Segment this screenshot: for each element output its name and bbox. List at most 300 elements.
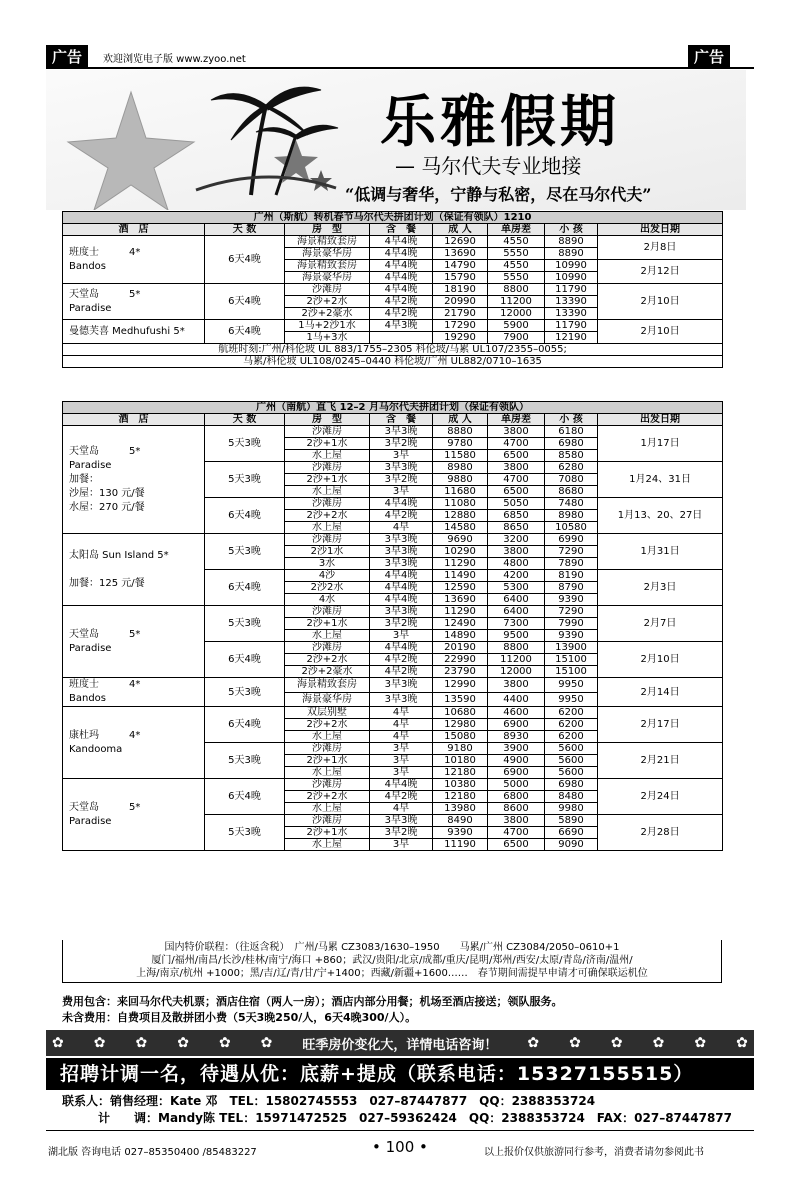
price-cell: 2沙2水 <box>285 582 370 594</box>
price-cell: 12490 <box>433 618 488 630</box>
price-cell: 8580 <box>545 450 598 462</box>
price-cell: 4早2晚 <box>370 654 433 666</box>
brand-subtitle: — 马尔代夫专业地接 <box>395 154 582 178</box>
price-cell: 4早4晚 <box>370 272 433 284</box>
price-cell: 沙滩房 <box>285 498 370 510</box>
price-cell: 6180 <box>545 426 598 438</box>
duration-cell: 6天4晚 <box>205 498 285 534</box>
price-cell: 2沙+2水 <box>285 719 370 731</box>
departure-date: 2月7日 <box>598 606 723 642</box>
price-cell: 6200 <box>545 707 598 719</box>
price-cell: 4早 <box>370 707 433 719</box>
duration-cell: 5天3晚 <box>205 426 285 462</box>
price-cell: 9390 <box>545 630 598 642</box>
price-cell: 4200 <box>488 570 545 582</box>
price-cell: 水上屋 <box>285 839 370 851</box>
price-cell: 4早2晚 <box>370 308 433 320</box>
price-cell: 3早 <box>370 743 433 755</box>
hotel-name: 太阳岛 Sun Island 5* 加餐：125 元/餐 <box>63 534 205 606</box>
price-cell: 6980 <box>545 779 598 791</box>
price-cell: 7290 <box>545 546 598 558</box>
price-cell: 3早3晚 <box>370 462 433 474</box>
price-cell: 11580 <box>433 450 488 462</box>
price-cell: 4400 <box>488 692 545 707</box>
price-cell: 4早4晚 <box>370 642 433 654</box>
price-cell: 9390 <box>433 827 488 839</box>
hotel-name: 天堂岛 5* Paradise <box>63 606 205 678</box>
departure-date: 1月31日 <box>598 534 723 570</box>
flower-icon: ✿ <box>135 1035 148 1051</box>
price-cell: 3早 <box>370 486 433 498</box>
price-cell: 6980 <box>545 438 598 450</box>
price-cell: 水上屋 <box>285 450 370 462</box>
price-cell: 3早 <box>370 450 433 462</box>
price-cell: 13900 <box>545 642 598 654</box>
departure-date: 2月12日 <box>598 260 723 284</box>
price-cell: 9780 <box>433 438 488 450</box>
promo-banner <box>46 1030 754 1056</box>
table-title: 广州（斯航）转机春节马尔代夫拼团计划（保证有领队）1210 <box>63 212 723 224</box>
table-row <box>63 678 723 693</box>
price-cell: 3早2晚 <box>370 438 433 450</box>
price-cell: 8790 <box>545 582 598 594</box>
price-cell: 3早3晚 <box>370 534 433 546</box>
price-cell: 沙滩房 <box>285 426 370 438</box>
price-cell: 8480 <box>545 791 598 803</box>
duration-cell: 6天4晚 <box>205 707 285 743</box>
price-cell: 8980 <box>545 510 598 522</box>
price-cell: 2沙+2豪水 <box>285 308 370 320</box>
price-cell: 8490 <box>433 815 488 827</box>
hotel-name: 曼德芙喜 Medhufushi 5* <box>63 320 205 344</box>
departure-date: 1月13、20、27日 <box>598 498 723 534</box>
price-cell: 4早2晚 <box>370 510 433 522</box>
price-cell: 11200 <box>488 654 545 666</box>
price-cell: 8800 <box>488 284 545 296</box>
price-cell: 8680 <box>545 486 598 498</box>
price-cell: 1马+3水 <box>285 332 370 344</box>
column-header: 房 型 <box>285 414 370 426</box>
recruit-banner: 招聘计调一名，待遇从优：底薪+提成（联系电话：15327155515） <box>46 1058 754 1090</box>
table-row <box>63 779 723 791</box>
price-cell: 水上屋 <box>285 731 370 743</box>
column-header: 天 数 <box>205 414 285 426</box>
price-cell: 7890 <box>545 558 598 570</box>
price-cell: 12190 <box>545 332 598 344</box>
price-cell: 4早4晚 <box>370 284 433 296</box>
price-cell: 6400 <box>488 606 545 618</box>
price-cell: 海景精致套房 <box>285 260 370 272</box>
price-cell: 9880 <box>433 474 488 486</box>
price-cell: 4早2晚 <box>370 666 433 678</box>
flower-icon: ✿ <box>177 1035 189 1051</box>
price-cell: 4早4晚 <box>370 260 433 272</box>
price-cell: 4早4晚 <box>370 594 433 606</box>
price-cell: 2沙+1水 <box>285 618 370 630</box>
price-cell: 4早2晚 <box>370 296 433 308</box>
price-cell: 13390 <box>545 296 598 308</box>
price-cell: 5050 <box>488 498 545 510</box>
price-cell: 3早3晚 <box>370 558 433 570</box>
price-cell: 沙滩房 <box>285 534 370 546</box>
flight-note: 航班时刻:广州/科伦坡 UL 883/1755–2305 科伦坡/马累 UL107/2355–0055; <box>63 344 723 356</box>
price-cell: 9950 <box>545 678 598 693</box>
price-cell: 3早3晚 <box>370 606 433 618</box>
flower-icon: ✿ <box>569 1035 581 1051</box>
price-cell: 12690 <box>433 236 488 248</box>
website-url: 欢迎浏览电子版 www.zyoo.net <box>103 54 246 65</box>
price-cell: 10680 <box>433 707 488 719</box>
price-cell: 9980 <box>545 803 598 815</box>
price-cell: 4早4晚 <box>370 779 433 791</box>
price-cell: 海景豪华房 <box>285 692 370 707</box>
price-cell: 21790 <box>433 308 488 320</box>
table-row <box>63 426 723 438</box>
price-cell: 6850 <box>488 510 545 522</box>
price-cell: 3早3晚 <box>370 692 433 707</box>
price-cell: 水上屋 <box>285 486 370 498</box>
price-cell: 6200 <box>545 719 598 731</box>
price-cell: 12000 <box>488 308 545 320</box>
price-cell: 5550 <box>488 272 545 284</box>
price-cell: 9180 <box>433 743 488 755</box>
price-cell: 13690 <box>433 594 488 606</box>
price-cell: 15100 <box>545 654 598 666</box>
flower-icon: ✿ <box>527 1035 540 1051</box>
price-cell: 4沙 <box>285 570 370 582</box>
column-header: 成 人 <box>433 414 488 426</box>
hotel-name: 康杜玛 4* Kandooma <box>63 707 205 779</box>
price-cell: 8890 <box>545 236 598 248</box>
price-cell: 11490 <box>433 570 488 582</box>
duration-cell: 6天4晚 <box>205 284 285 320</box>
price-cell: 15790 <box>433 272 488 284</box>
price-cell: 沙滩房 <box>285 815 370 827</box>
duration-cell: 5天3晚 <box>205 534 285 570</box>
table-row <box>63 236 723 248</box>
price-cell: 4700 <box>488 827 545 839</box>
price-cell: 11200 <box>488 296 545 308</box>
price-cell: 10290 <box>433 546 488 558</box>
price-cell: 18190 <box>433 284 488 296</box>
price-cell: 海景精致套房 <box>285 236 370 248</box>
price-cell: 沙滩房 <box>285 743 370 755</box>
price-cell: 5550 <box>488 248 545 260</box>
price-cell: 3早 <box>370 630 433 642</box>
price-cell: 6280 <box>545 462 598 474</box>
price-cell: 4800 <box>488 558 545 570</box>
price-cell: 12880 <box>433 510 488 522</box>
departure-date: 2月10日 <box>598 320 723 344</box>
price-cell: 5900 <box>488 320 545 332</box>
flower-icon: ✿ <box>52 1035 64 1051</box>
price-cell: 水上屋 <box>285 767 370 779</box>
price-cell: 6800 <box>488 791 545 803</box>
price-cell: 6500 <box>488 486 545 498</box>
price-cell: 2沙1水 <box>285 546 370 558</box>
price-cell: 双层别墅 <box>285 707 370 719</box>
price-cell: 8650 <box>488 522 545 534</box>
price-cell: 水上屋 <box>285 803 370 815</box>
table-row <box>63 534 723 546</box>
price-cell: 7480 <box>545 498 598 510</box>
table-title: 广州（南航）直飞 12–2 月马尔代夫拼团计划（保证有领队） <box>63 402 723 414</box>
column-header: 含 餐 <box>370 224 433 236</box>
price-cell: 13690 <box>433 248 488 260</box>
price-cell: 4550 <box>488 260 545 272</box>
hotel-name: 天堂岛 5* Paradise <box>63 284 205 320</box>
hotel-name: 班度士 4* Bandos <box>63 236 205 284</box>
price-cell: 4早4晚 <box>370 498 433 510</box>
departure-date: 2月3日 <box>598 570 723 606</box>
footer-rule <box>46 1130 754 1131</box>
intl-line: 上海/南京/杭州 +1000；黑/吉/辽/青/甘/宁+1400；西藏/新疆+1600…… 春节期间需提早申请才可确保联运机位 <box>136 968 648 979</box>
departure-date: 2月17日 <box>598 707 723 743</box>
hotel-name: 天堂岛 5* Paradise 加餐： 沙屋：130 元/餐 水屋：270 元/餐 <box>63 426 205 534</box>
price-cell: 4700 <box>488 438 545 450</box>
price-cell: 沙滩房 <box>285 779 370 791</box>
price-cell: 3200 <box>488 534 545 546</box>
price-cell: 17290 <box>433 320 488 332</box>
footer-disclaimer: 以上报价仅供旅游同行参考，消费者请勿参阅此书 <box>484 1147 704 1158</box>
duration-cell: 6天4晚 <box>205 779 285 815</box>
price-cell: 沙滩房 <box>285 606 370 618</box>
price-cell: 5300 <box>488 582 545 594</box>
flower-icon: ✿ <box>610 1035 623 1051</box>
price-cell: 4600 <box>488 707 545 719</box>
price-cell: 7990 <box>545 618 598 630</box>
price-cell: 14580 <box>433 522 488 534</box>
price-cell: 3早3晚 <box>370 546 433 558</box>
price-cell: 3800 <box>488 546 545 558</box>
price-cell: 2沙+1水 <box>285 755 370 767</box>
price-cell: 10580 <box>545 522 598 534</box>
price-cell: 11790 <box>545 284 598 296</box>
duration-cell: 6天4晚 <box>205 320 285 344</box>
intl-line: 厦门/福州/南昌/长沙/桂林/南宁/海口 +860；武汉/贵阳/北京/成都/重庆/昆明/郑州/西安/太原/青岛/济南/温州/ <box>151 955 633 966</box>
price-cell: 8800 <box>488 642 545 654</box>
brand-title: 乐雅假期 <box>380 89 620 155</box>
departure-date: 2月14日 <box>598 678 723 707</box>
price-cell: 11290 <box>433 606 488 618</box>
column-header: 房 型 <box>285 224 370 236</box>
duration-cell: 5天3晚 <box>205 743 285 779</box>
price-cell: 沙滩房 <box>285 462 370 474</box>
price-cell: 海景豪华房 <box>285 272 370 284</box>
price-cell: 6990 <box>545 534 598 546</box>
price-cell: 3早3晚 <box>370 815 433 827</box>
price-cell: 11080 <box>433 498 488 510</box>
price-cell: 3800 <box>488 815 545 827</box>
price-cell: 9090 <box>545 839 598 851</box>
departure-date: 1月17日 <box>598 426 723 462</box>
price-cell: 4早4晚 <box>370 582 433 594</box>
price-cell: 9390 <box>545 594 598 606</box>
flower-icon: ✿ <box>652 1035 665 1051</box>
departure-date: 2月10日 <box>598 284 723 320</box>
price-cell: 15100 <box>545 666 598 678</box>
price-cell: 8930 <box>488 731 545 743</box>
flight-note: 马累/科伦坡 UL108/0245–0440 科伦坡/广州 UL882/0710–1635 <box>63 356 723 368</box>
price-cell: 4700 <box>488 474 545 486</box>
price-cell: 9500 <box>488 630 545 642</box>
flower-icon: ✿ <box>736 1035 748 1051</box>
contact-sales: 联系人：销售经理：Kate 邓 TEL：15802745553 027–87447877 QQ：2388353724 <box>62 1094 596 1108</box>
price-cell: 3800 <box>488 462 545 474</box>
price-cell: 4早 <box>370 719 433 731</box>
price-cell: 3早2晚 <box>370 827 433 839</box>
price-cell: 2沙+2水 <box>285 791 370 803</box>
price-cell: 13590 <box>433 692 488 707</box>
price-cell: 23790 <box>433 666 488 678</box>
price-cell: 10380 <box>433 779 488 791</box>
price-cell <box>370 332 433 344</box>
table-row <box>63 320 723 332</box>
price-cell: 6500 <box>488 839 545 851</box>
price-cell: 4水 <box>285 594 370 606</box>
column-header: 单房差 <box>488 224 545 236</box>
column-header: 小 孩 <box>545 414 598 426</box>
price-cell: 11290 <box>433 558 488 570</box>
price-cell: 沙滩房 <box>285 284 370 296</box>
duration-cell: 5天3晚 <box>205 678 285 707</box>
price-cell: 6500 <box>488 450 545 462</box>
price-cell: 2沙+1水 <box>285 827 370 839</box>
price-cell: 3早 <box>370 755 433 767</box>
price-cell: 3早 <box>370 839 433 851</box>
departure-date: 2月21日 <box>598 743 723 779</box>
column-header: 酒 店 <box>63 414 205 426</box>
price-cell: 6690 <box>545 827 598 839</box>
price-cell: 6400 <box>488 594 545 606</box>
flower-icon: ✿ <box>694 1035 707 1051</box>
price-cell: 10990 <box>545 260 598 272</box>
hotel-name: 班度士 4* Bandos <box>63 678 205 707</box>
table-row <box>63 707 723 719</box>
flower-icon: ✿ <box>260 1035 273 1051</box>
column-header: 单房差 <box>488 414 545 426</box>
price-cell: 12180 <box>433 791 488 803</box>
duration-cell: 5天3晚 <box>205 462 285 498</box>
price-cell: 12180 <box>433 767 488 779</box>
price-cell: 沙滩房 <box>285 642 370 654</box>
departure-date: 2月28日 <box>598 815 723 851</box>
price-cell: 2沙+1水 <box>285 474 370 486</box>
price-cell: 8880 <box>433 426 488 438</box>
price-cell: 4早4晚 <box>370 248 433 260</box>
departure-date: 2月10日 <box>598 642 723 678</box>
promo-text: 旺季房价变化大，详情电话咨询！ <box>302 1037 498 1053</box>
brand-slogan: “低调与奢华，宁静与私密，尽在马尔代夫” <box>345 185 652 204</box>
price-cell: 5000 <box>488 779 545 791</box>
column-header: 出发日期 <box>598 414 723 426</box>
domestic-connection-info <box>62 940 722 983</box>
price-cell: 3早3晚 <box>370 678 433 693</box>
table-row <box>63 606 723 618</box>
page-number: • 100 • <box>372 1138 428 1156</box>
price-cell: 11790 <box>545 320 598 332</box>
price-cell: 14890 <box>433 630 488 642</box>
price-cell: 6200 <box>545 731 598 743</box>
price-cell: 22990 <box>433 654 488 666</box>
price-cell: 5600 <box>545 755 598 767</box>
price-cell: 5600 <box>545 743 598 755</box>
price-cell: 4550 <box>488 236 545 248</box>
price-cell: 4900 <box>488 755 545 767</box>
price-cell: 3早2晚 <box>370 618 433 630</box>
price-cell: 10180 <box>433 755 488 767</box>
price-cell: 4早 <box>370 522 433 534</box>
price-cell: 2沙+2水 <box>285 654 370 666</box>
contact-planner: 计 调：Mandy陈 TEL：15971472525 027–59362424 QQ：2388353724 FAX：027–87447877 <box>62 1111 732 1125</box>
price-cell: 20990 <box>433 296 488 308</box>
price-cell: 12000 <box>488 666 545 678</box>
price-cell: 10990 <box>545 272 598 284</box>
price-cell: 8890 <box>545 248 598 260</box>
price-cell: 19290 <box>433 332 488 344</box>
price-cell: 8980 <box>433 462 488 474</box>
ad-badge-left: 广告 <box>46 45 88 69</box>
price-cell: 3水 <box>285 558 370 570</box>
fee-included: 费用包含：来回马尔代夫机票；酒店住宿（两人一房）；酒店内部分用餐；机场至酒店接送；领队服务。 <box>62 995 563 1008</box>
price-cell: 2沙+2水 <box>285 510 370 522</box>
price-cell: 海景精致套房 <box>285 678 370 693</box>
footer-edition: 湖北版 咨询电话 027–85350400 /85483227 <box>48 1147 257 1158</box>
price-cell: 8600 <box>488 803 545 815</box>
package-table-1 <box>62 211 723 368</box>
departure-date: 1月24、31日 <box>598 462 723 498</box>
price-cell: 6900 <box>488 719 545 731</box>
price-cell: 12980 <box>433 719 488 731</box>
price-cell: 9950 <box>545 692 598 707</box>
package-table-2 <box>62 401 723 851</box>
price-cell: 水上屋 <box>285 522 370 534</box>
price-cell: 9690 <box>433 534 488 546</box>
price-cell: 2沙+2水 <box>285 296 370 308</box>
price-cell: 5890 <box>545 815 598 827</box>
price-cell: 13390 <box>545 308 598 320</box>
duration-cell: 6天4晚 <box>205 236 285 284</box>
price-cell: 3早2晚 <box>370 474 433 486</box>
duration-cell: 6天4晚 <box>205 642 285 678</box>
price-cell: 4早4晚 <box>370 236 433 248</box>
departure-date: 2月8日 <box>598 236 723 260</box>
price-cell: 8190 <box>545 570 598 582</box>
price-cell: 15080 <box>433 731 488 743</box>
duration-cell: 5天3晚 <box>205 815 285 851</box>
duration-cell: 6天4晚 <box>205 570 285 606</box>
column-header: 酒 店 <box>63 224 205 236</box>
fee-excluded: 未含费用：自费项目及散拼团小费（5天3晚250/人，6天4晚300/人）。 <box>62 1011 417 1024</box>
price-cell: 海景豪华房 <box>285 248 370 260</box>
departure-date: 2月24日 <box>598 779 723 815</box>
price-cell: 3900 <box>488 743 545 755</box>
price-cell: 7290 <box>545 606 598 618</box>
price-cell: 11190 <box>433 839 488 851</box>
table-row <box>63 284 723 296</box>
price-cell: 7080 <box>545 474 598 486</box>
price-cell: 14790 <box>433 260 488 272</box>
price-cell: 1马+2沙1水 <box>285 320 370 332</box>
price-cell: 3早 <box>370 767 433 779</box>
price-cell: 3早3晚 <box>370 426 433 438</box>
price-cell: 水上屋 <box>285 630 370 642</box>
price-cell: 2沙+1水 <box>285 438 370 450</box>
price-cell: 6900 <box>488 767 545 779</box>
top-rule <box>46 67 754 69</box>
price-cell: 4早4晚 <box>370 570 433 582</box>
column-header: 成 人 <box>433 224 488 236</box>
